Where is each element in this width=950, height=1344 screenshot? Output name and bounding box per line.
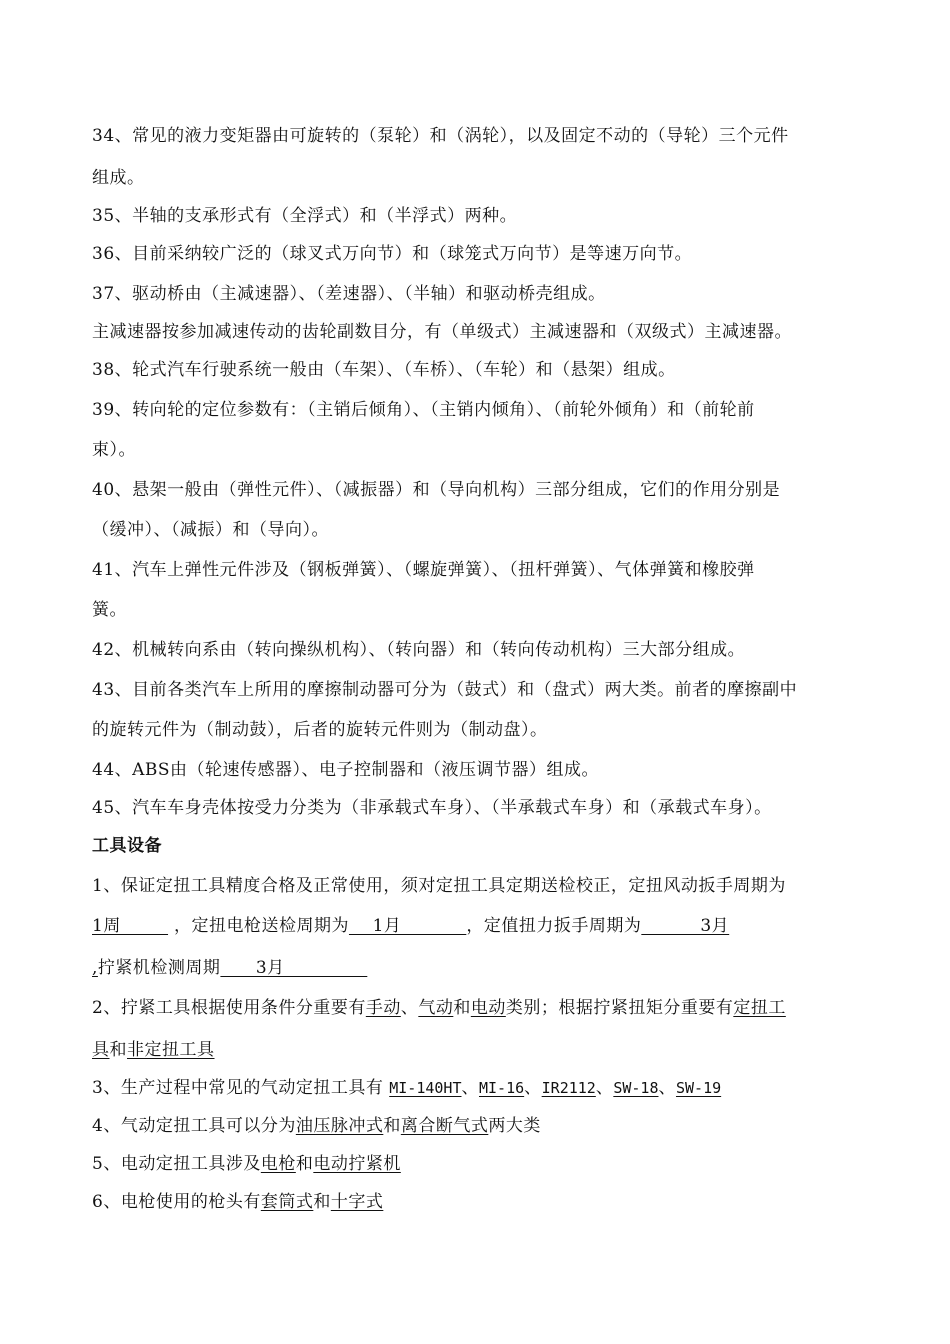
question-40: 40、悬架一般由（弹性元件）、（减振器）和（导向机构）三部分组成，它们的作用分别是 [92,480,781,500]
question-40-cont: （缓冲）、（减振）和（导向）。 [92,520,329,540]
tool-item-1-cont2: ,拧紧机检测周期 3月 [92,958,368,978]
question-37-cont: 主减速器按参加减速传动的齿轮副数目分，有（单级式）主减速器和（双级式）主减速器。 [92,322,792,342]
answer-blank: 3月 [641,916,730,936]
answer-blank: 1周 [92,916,169,936]
answer-blank: 1月 [348,916,467,936]
tool-item-3: 3、生产过程中常见的气动定扭工具有 MI-140HT、MI-16、IR2112、SW-18、SW-19 [92,1078,722,1098]
tool-item-2: 2、拧紧工具根据使用条件分重要有手动、气动和电动类别；根据拧紧扭矩分重要有定扭工 [92,998,786,1018]
tool-item-4: 4、气动定扭工具可以分为油压脉冲式和离合断气式两大类 [92,1116,541,1136]
question-41-cont: 簧。 [92,600,127,620]
question-38: 38、轮式汽车行驶系统一般由（车架）、（车桥）、（车轮）和（悬架）组成。 [92,360,676,380]
question-37: 37、驱动桥由（主减速器）、（差速器）、（半轴）和驱动桥壳组成。 [92,284,606,304]
question-41: 41、汽车上弹性元件涉及（钢板弹簧）、（螺旋弹簧）、（扭杆弹簧）、气体弹簧和橡胶弹 [92,560,755,580]
tool-item-5: 5、电动定扭工具涉及电枪和电动拧紧机 [92,1154,401,1174]
tool-item-1-cont: 1周 ，定扭电枪送检周期为 1月 ，定值扭力扳手周期为 3月 [92,916,730,936]
tool-item-6: 6、电枪使用的枪头有套筒式和十字式 [92,1192,384,1212]
question-43-cont: 的旋转元件为（制动鼓），后者的旋转元件则为（制动盘）。 [92,720,548,740]
question-36: 36、目前采纳较广泛的（球叉式万向节）和（球笼式万向节）是等速万向节。 [92,244,693,264]
question-44: 44、ABS由（轮速传感器）、电子控制器和（液压调节器）组成。 [92,760,600,780]
question-45: 45、汽车车身壳体按受力分类为（非承载式车身）、（半承载式车身）和（承载式车身）。 [92,798,772,818]
question-34-cont: 组成。 [92,168,145,188]
question-43: 43、目前各类汽车上所用的摩擦制动器可分为（鼓式）和（盘式）两大类。前者的摩擦副中 [92,680,798,700]
question-34: 34、常见的液力变矩器由可旋转的（泵轮）和（涡轮），以及固定不动的（导轮）三个元件 [92,126,789,146]
answer-blank: 3月 [220,958,368,978]
tool-item-2-cont: 具和非定扭工具 [92,1040,215,1060]
question-39: 39、转向轮的定位参数有：（主销后倾角）、（主销内倾角）、（前轮外倾角）和（前轮前 [92,400,755,420]
section-title: 工具设备 [92,836,162,856]
tool-item-1: 1、保证定扭工具精度合格及正常使用，须对定扭工具定期送检校正，定扭风动扳手周期为 [92,876,786,896]
question-42: 42、机械转向系由（转向操纵机构）、（转向器）和（转向传动机构）三大部分组成。 [92,640,746,660]
question-39-cont: 束）。 [92,440,136,460]
question-35: 35、半轴的支承形式有（全浮式）和（半浮式）两种。 [92,206,518,226]
